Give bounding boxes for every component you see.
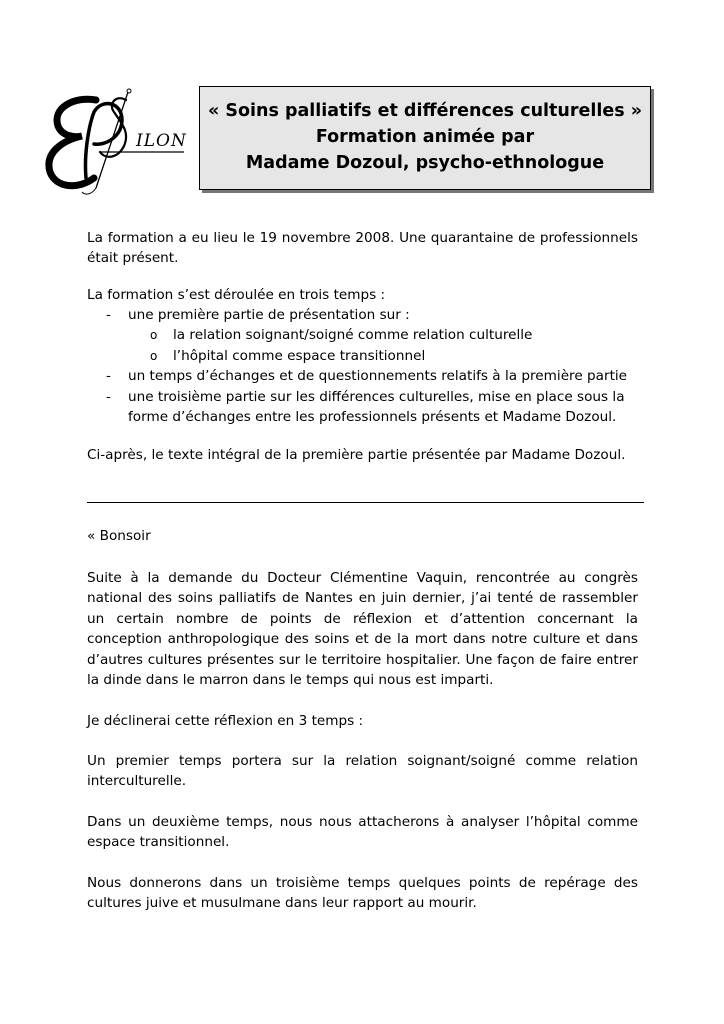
dash-bullet: -	[106, 388, 111, 405]
after-list-paragraph: Ci-après, le texte intégral de la première partie présentée par Madame Dozoul.	[87, 447, 626, 463]
epsilon-logo	[38, 86, 188, 200]
speech-paragraph-5: Nous donnerons dans un troisième temps quelques points de repérage des cultures juive et musulmane dans leur rapport au mourir.	[87, 875, 638, 912]
intro-paragraph-1: La formation a eu lieu le 19 novembre 2008. Une quarantaine de professionnels était présent.	[87, 230, 638, 267]
title-line-3: Madame Dozoul, psycho-ethnologue	[245, 153, 605, 173]
speech-paragraph-2: Je déclinerai cette réflexion en 3 temps :	[87, 713, 364, 729]
intro-paragraph-2: La formation s’est déroulée en trois temps :	[87, 287, 386, 303]
speech-paragraph-4: Dans un deuxième temps, nous nous attacherons à analyser l’hôpital comme espace transitionnel.	[87, 814, 638, 851]
dash-bullet: -	[106, 307, 111, 323]
speech-greeting: « Bonsoir	[87, 528, 151, 544]
circle-bullet-icon: o	[150, 328, 158, 343]
title-line-2: Formation animée par	[315, 127, 535, 147]
speech-paragraph-1: Suite à la demande du Docteur Clémentine Vaquin, rencontrée au congrès national des soins palliatifs de Nantes en juin dernier, j’ai tenté de rassembler un certain nombre de points de réflexion et d’attention concernant la conception anthropologique des soins et de la mort dans notre culture et dans d’autres cultures présentes sur le territoire hospitalier. Une façon de faire entrer la dinde dans le marron dans le temps qui nous est imparti.	[87, 570, 638, 689]
logo-wordmark: ILON	[136, 131, 187, 151]
circle-bullet-icon: o	[150, 348, 158, 363]
title-line-1: « Soins palliatifs et différences culturelles »	[207, 101, 643, 121]
speech-paragraph-3: Un premier temps portera sur la relation soignant/soigné comme relation interculturelle.	[87, 753, 638, 790]
epsilon-logo-mark	[38, 86, 188, 200]
dash-bullet: -	[106, 368, 111, 385]
title-box	[199, 86, 651, 190]
section-divider	[87, 502, 644, 503]
